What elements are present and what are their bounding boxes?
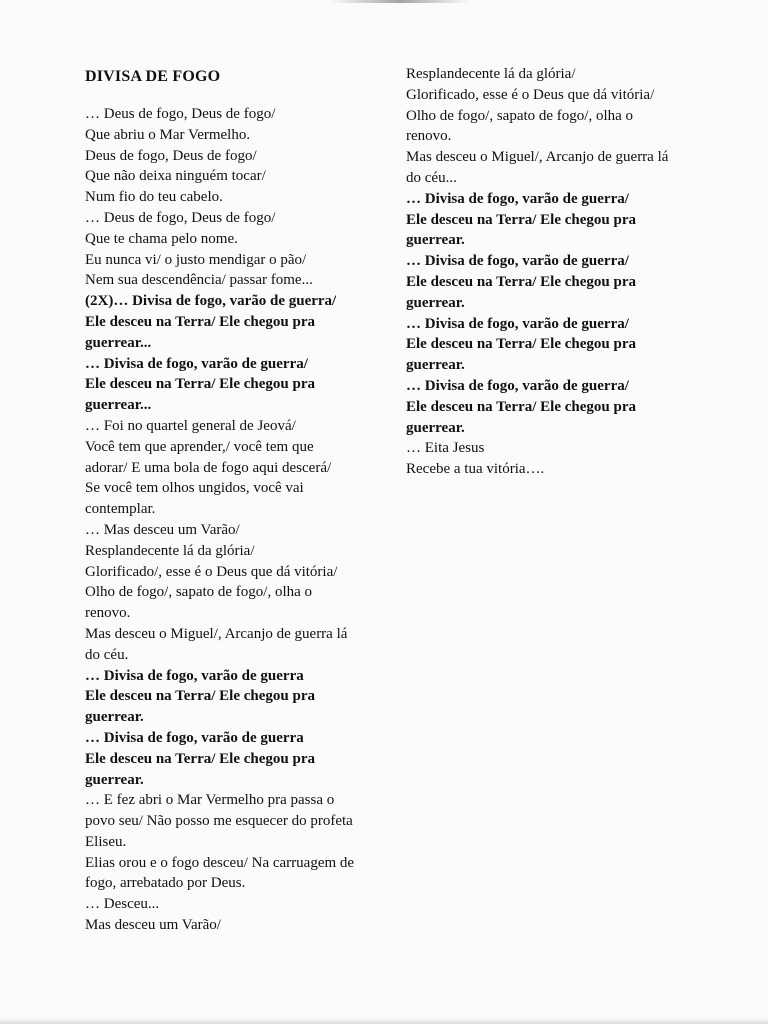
lyric-line: adorar/ E uma bola de fogo aqui descerá/ (85, 459, 332, 476)
lyric-line: Elias orou e o fogo desceu/ Na carruagem de (85, 854, 355, 871)
lyric-line: Se você tem olhos ungidos, você vai (85, 480, 304, 497)
lyric-line: Glorificado/, esse é o Deus que dá vitória/ (85, 563, 338, 580)
lyric-line: … Divisa de fogo, varão de guerra (85, 667, 304, 684)
lyric-line: do céu... (406, 169, 457, 186)
lyric-line: povo seu/ Não posso me esquecer do profeta (85, 813, 353, 830)
lyric-line: Eu nunca vi/ o justo mendigar o pão/ (85, 251, 307, 268)
right-lyrics (406, 64, 668, 480)
lyric-line: Ele desceu na Terra/ Ele chegou pra (406, 398, 636, 415)
lyric-line: Resplandecente lá da glória/ (85, 542, 255, 559)
scan-artifact-bottom (0, 1018, 768, 1024)
lyric-line: guerrear... (85, 334, 152, 351)
lyric-line: Ele desceu na Terra/ Ele chegou pra (406, 336, 636, 353)
lyric-line: Glorificado, esse é o Deus que dá vitória/ (406, 86, 655, 103)
lyric-line: Que abriu o Mar Vermelho. (85, 126, 251, 143)
lyric-line: renovo. (406, 128, 452, 145)
lyric-line: Mas desceu o Miguel/, Arcanjo de guerra lá (406, 149, 669, 166)
lyric-line: guerrear. (85, 709, 144, 726)
lyric-line: … Divisa de fogo, varão de guerra/ (406, 377, 629, 394)
lyric-line: Ele desceu na Terra/ Ele chegou pra (406, 211, 636, 228)
song-title: DIVISA DE FOGO (85, 68, 221, 85)
lyric-line: … Deus de fogo, Deus de fogo/ (85, 106, 276, 122)
lyric-line: … Deus de fogo, Deus de fogo/ (85, 209, 276, 226)
lyric-line: Ele desceu na Terra/ Ele chegou pra (85, 376, 315, 393)
lyric-line: renovo. (85, 605, 131, 622)
lyric-line: Mas desceu um Varão/ (85, 917, 221, 934)
lyric-line: … Divisa de fogo, varão de guerra/ (406, 253, 629, 270)
lyric-line: contemplar. (85, 501, 156, 518)
lyric-line: … Divisa de fogo, varão de guerra/ (85, 355, 308, 372)
lyric-line: (2X)… Divisa de fogo, varão de guerra/ (85, 293, 337, 310)
lyric-line: Resplandecente lá da glória/ (406, 66, 576, 82)
lyric-line: Que te chama pelo nome. (85, 230, 238, 247)
lyric-line: Olho de fogo/, sapato de fogo/, olha o (406, 107, 634, 124)
lyric-line: do céu. (85, 646, 129, 663)
lyric-line: Ele desceu na Terra/ Ele chegou pra (85, 750, 315, 767)
lyric-line: Ele desceu na Terra/ Ele chegou pra (85, 688, 315, 705)
lyric-line: guerrear. (85, 771, 144, 788)
lyric-line: guerrear. (406, 232, 465, 249)
lyric-line: … Desceu... (85, 896, 160, 913)
lyric-line: Recebe a tua vitória…. (406, 461, 545, 478)
lyric-line: Mas desceu o Miguel/, Arcanjo de guerra lá (85, 625, 348, 642)
lyric-line: … Foi no quartel general de Jeová/ (85, 417, 296, 434)
lyric-line: fogo, arrebatado por Deus. (85, 875, 246, 892)
lyric-line: guerrear. (406, 357, 465, 374)
scan-artifact-top (330, 0, 470, 3)
lyric-line: … Divisa de fogo, varão de guerra (85, 729, 304, 746)
lyric-line: Olho de fogo/, sapato de fogo/, olha o (85, 584, 313, 601)
lyric-line: Que não deixa ninguém tocar/ (85, 168, 266, 185)
lyric-line: guerrear. (406, 419, 465, 436)
lyric-line: Eliseu. (85, 833, 127, 850)
lyric-line: Ele desceu na Terra/ Ele chegou pra (406, 273, 636, 290)
lyric-line: Num fio do teu cabelo. (85, 189, 223, 206)
lyric-line: guerrear... (85, 397, 152, 414)
lyric-line: Deus de fogo, Deus de fogo/ (85, 147, 257, 164)
lyric-line: Você tem que aprender,/ você tem que (85, 438, 314, 455)
lyric-line: … E fez abri o Mar Vermelho pra passa o (85, 792, 335, 809)
left-lyrics (85, 104, 354, 936)
lyric-line: guerrear. (406, 294, 465, 311)
lyric-line: Nem sua descendência/ passar fome... (85, 272, 313, 289)
lyric-line: … Divisa de fogo, varão de guerra/ (406, 315, 629, 332)
lyric-line: … Mas desceu um Varão/ (85, 521, 240, 538)
lyric-line: … Eita Jesus (406, 440, 485, 457)
lyric-line: Ele desceu na Terra/ Ele chegou pra (85, 313, 315, 330)
lyric-line: … Divisa de fogo, varão de guerra/ (406, 190, 629, 207)
